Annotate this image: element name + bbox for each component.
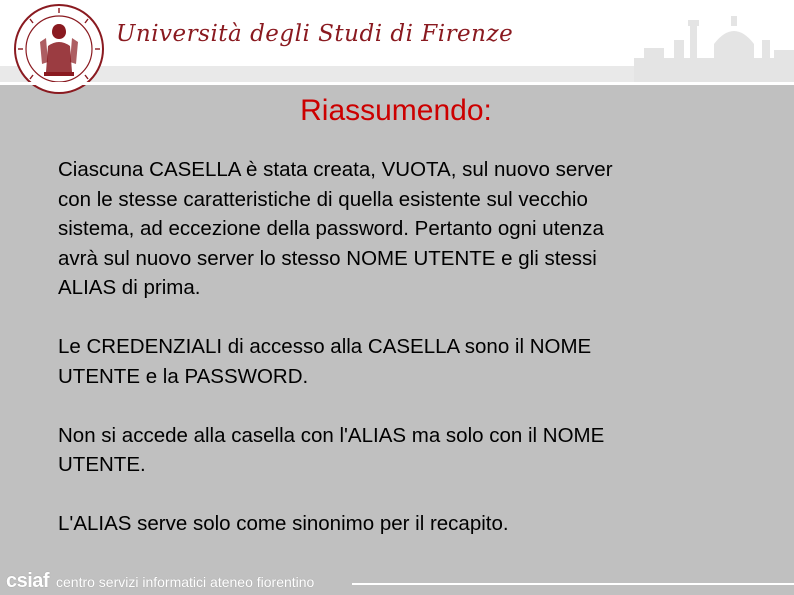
slide-title [0,92,794,130]
footer-text: centro servizi informatici ateneo fiorentino [56,574,315,590]
header-banner [0,0,794,82]
footer-line [352,583,794,585]
header-separator [0,82,794,85]
slide-body [58,155,768,539]
slide-title-text: Riassumendo: [300,94,492,127]
paragraph-alias-recapito: L'ALIAS serve solo come sinonimo per il recapito. [58,512,509,535]
footer [0,568,794,595]
paragraph-caselle: Ciascuna CASELLA è stata creata, VUOTA, sul nuovo server con le stesse caratteristiche di quella esistente sul vecchio sistema, ad eccezione della password. Pertanto ogni utenza avrà sul nuovo server lo stesso NOME UTENTE e gli stessi ALIAS di prima. [58,158,613,299]
csiaf-logo: csiaf [6,570,50,592]
paragraph-alias-accesso: Non si accede alla casella con l'ALIAS ma solo con il NOME UTENTE. [58,423,605,476]
university-name: Università degli Studi di Firenze [116,21,514,47]
florence-skyline-icon [634,10,794,82]
paragraph-credenziali: Le CREDENZIALI di accesso alla CASELLA sono il NOME UTENTE e la PASSWORD. [58,335,592,388]
